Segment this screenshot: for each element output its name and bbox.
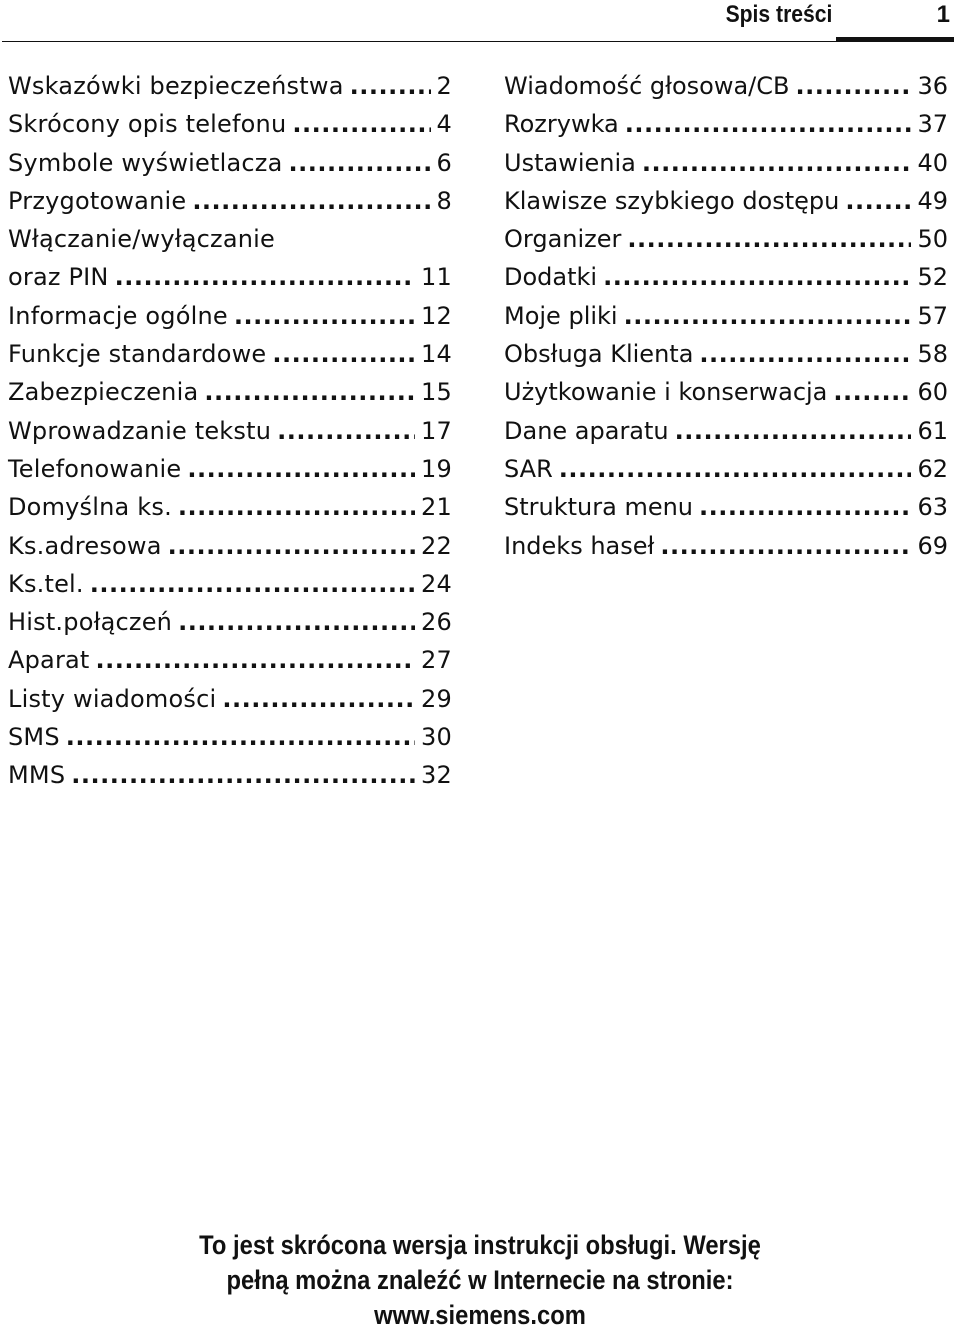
toc-entry-page: 29 xyxy=(421,684,452,713)
toc-entry[interactable] xyxy=(8,373,452,411)
toc-leader xyxy=(675,412,912,450)
page-number: 1 xyxy=(936,1,950,28)
toc-entry-title: Indeks haseł xyxy=(504,531,655,560)
toc-entry-title: Wskazówki bezpieczeństwa xyxy=(8,72,344,100)
toc-entry-title: Funkcje standardowe xyxy=(8,340,267,369)
toc-leader xyxy=(115,258,415,296)
toc-entry-page: 14 xyxy=(421,340,452,369)
toc-entry-page: 61 xyxy=(917,416,948,445)
toc-leader xyxy=(187,450,415,488)
header-accent-bar xyxy=(836,37,954,42)
toc-entry-title: SAR xyxy=(504,454,553,483)
toc-leader xyxy=(625,105,912,143)
toc-leader xyxy=(192,182,430,220)
toc-entry-page: 8 xyxy=(436,186,452,215)
toc-leader xyxy=(559,450,912,488)
toc-entry-title: Ustawienia xyxy=(504,148,636,177)
toc-entry-page: 4 xyxy=(436,110,452,139)
toc-entry-title: Dodatki xyxy=(504,263,598,292)
toc-entry-title: Domyślna ks. xyxy=(8,493,172,522)
toc-entry[interactable] xyxy=(504,412,948,450)
toc-entry-page: 24 xyxy=(421,569,452,598)
toc-entry[interactable] xyxy=(504,220,948,258)
toc-entry-title: Klawisze szybkiego dostępu xyxy=(504,186,840,215)
toc-entry-title: oraz PIN xyxy=(8,263,109,292)
toc-entry-page: 17 xyxy=(421,416,452,445)
toc-entry[interactable] xyxy=(504,527,948,565)
toc-leader xyxy=(272,335,415,373)
toc-entry[interactable] xyxy=(8,412,452,450)
toc-entry-title-line1: Włączanie/wyłączanie xyxy=(8,225,275,254)
toc-entry-page: 15 xyxy=(421,378,452,407)
toc-entry-page: 40 xyxy=(917,148,948,177)
toc-entry-title: Obsługa Klienta xyxy=(504,340,694,369)
toc-entry-title: Zabezpieczenia xyxy=(8,378,199,407)
page-header xyxy=(0,0,960,48)
toc-entry[interactable] xyxy=(8,450,452,488)
toc-entry-page: 19 xyxy=(421,454,452,483)
toc-leader xyxy=(66,718,415,756)
toc-entry[interactable] xyxy=(8,182,452,220)
footer-line-1: To jest skrócona wersja instrukcji obsługi. Wersję xyxy=(199,1230,761,1260)
toc-entry-title: Listy wiadomości xyxy=(8,684,217,713)
toc-entry-page: 58 xyxy=(917,340,948,369)
toc-leader xyxy=(288,144,430,182)
toc-entry[interactable] xyxy=(8,67,452,105)
toc-entry[interactable] xyxy=(8,527,452,565)
toc-leader xyxy=(168,527,415,565)
toc-entry-page: 32 xyxy=(421,761,452,790)
toc-leader xyxy=(178,488,415,526)
toc-leader xyxy=(90,565,415,603)
toc-leader xyxy=(795,67,911,105)
toc-leader xyxy=(178,603,415,641)
toc-entry-page: 30 xyxy=(421,723,452,752)
toc-leader xyxy=(234,297,415,335)
toc-entry[interactable] xyxy=(8,641,452,679)
toc-entry[interactable] xyxy=(504,335,948,373)
toc-entry-title: Symbole wyświetlacza xyxy=(8,148,283,177)
header-rule xyxy=(2,41,954,42)
toc-entry[interactable] xyxy=(504,297,948,335)
toc-entry-title: Aparat xyxy=(8,646,90,675)
toc-leader xyxy=(699,488,911,526)
toc-entry-page: 50 xyxy=(917,225,948,254)
section-title: Spis treści xyxy=(725,1,832,28)
toc-right-column xyxy=(504,67,948,565)
toc-entry-title: Wprowadzanie tekstu xyxy=(8,416,272,445)
toc-entry-page: 49 xyxy=(917,186,948,215)
toc-entry-title: Moje pliki xyxy=(504,301,618,330)
toc-entry-page: 37 xyxy=(917,110,948,139)
toc-entry[interactable] xyxy=(504,182,948,220)
toc-entry-title: Dane aparatu xyxy=(504,416,669,445)
toc-entry-page: 26 xyxy=(421,608,452,637)
toc-entry-page: 69 xyxy=(917,531,948,560)
footer-line-2: pełną można znaleźć w Internecie na stronie: xyxy=(226,1265,734,1295)
toc-left-column xyxy=(8,67,452,795)
toc-entry-page: 62 xyxy=(917,454,948,483)
toc-leader xyxy=(845,182,911,220)
toc-entry-page: 27 xyxy=(421,646,452,675)
toc-entry-page: 60 xyxy=(917,378,948,407)
toc-leader xyxy=(699,335,911,373)
toc-entry-title: Telefonowanie xyxy=(8,454,182,483)
toc-entry-title: MMS xyxy=(8,761,66,790)
toc-entry[interactable] xyxy=(8,565,452,603)
toc-entry[interactable] xyxy=(504,105,948,143)
toc-entry[interactable] xyxy=(504,488,948,526)
toc-entry[interactable] xyxy=(8,680,452,718)
toc-entry[interactable] xyxy=(504,450,948,488)
toc-entry-title: Rozrywka xyxy=(504,110,619,139)
toc-entry[interactable] xyxy=(8,220,452,297)
toc-entry-page: 2 xyxy=(436,72,452,100)
toc-leader xyxy=(624,297,912,335)
toc-entry[interactable] xyxy=(8,756,452,794)
toc-entry-page: 21 xyxy=(421,493,452,522)
toc-entry-page: 11 xyxy=(421,263,452,292)
toc-leader xyxy=(642,144,912,182)
toc-entry-title: Skrócony opis telefonu xyxy=(8,110,287,139)
toc-leader xyxy=(277,412,415,450)
toc-leader xyxy=(71,756,415,794)
toc-entry-page: 57 xyxy=(917,301,948,330)
toc-entry[interactable] xyxy=(8,297,452,335)
toc-entry[interactable] xyxy=(504,144,948,182)
toc-leader xyxy=(660,527,911,565)
toc-entry-title: Ks.adresowa xyxy=(8,531,162,560)
toc-entry[interactable] xyxy=(8,144,452,182)
toc-entry[interactable] xyxy=(504,258,948,296)
toc-entry[interactable] xyxy=(8,603,452,641)
toc-leader xyxy=(603,258,911,296)
toc-leader xyxy=(96,641,416,679)
toc-entry-title: Informacje ogólne xyxy=(8,301,228,330)
toc-entry-page: 63 xyxy=(917,493,948,522)
toc-entry-title: Struktura menu xyxy=(504,493,694,522)
toc-entry-page: 12 xyxy=(421,301,452,330)
toc-entry-title: Użytkowanie i konserwacja xyxy=(504,378,828,407)
toc-leader xyxy=(833,373,911,411)
toc-entry-title: Wiadomość głosowa/CB xyxy=(504,72,790,100)
toc-entry[interactable] xyxy=(8,335,452,373)
toc-leader xyxy=(350,67,431,105)
toc-leader xyxy=(292,105,430,143)
toc-entry-title: SMS xyxy=(8,723,60,752)
toc-entry-page: 6 xyxy=(436,148,452,177)
toc-entry-title: Organizer xyxy=(504,225,622,254)
toc-leader xyxy=(627,220,911,258)
footer-url-link[interactable]: www.siemens.com xyxy=(374,1300,586,1330)
toc-entry-title: Ks.tel. xyxy=(8,569,84,598)
toc-entry[interactable] xyxy=(8,718,452,756)
toc-entry[interactable] xyxy=(504,67,948,105)
toc-entry-page: 22 xyxy=(421,531,452,560)
toc-entry-title: Hist.połączeń xyxy=(8,608,173,637)
toc-entry-title: Przygotowanie xyxy=(8,186,187,215)
toc-leader xyxy=(222,680,415,718)
toc-entry[interactable] xyxy=(8,488,452,526)
toc-entry[interactable] xyxy=(504,373,948,411)
toc-entry-page: 36 xyxy=(917,72,948,100)
toc-entry[interactable] xyxy=(8,105,452,143)
toc-leader xyxy=(204,373,415,411)
toc-entry-page: 52 xyxy=(917,263,948,292)
footer-note xyxy=(0,1228,960,1333)
